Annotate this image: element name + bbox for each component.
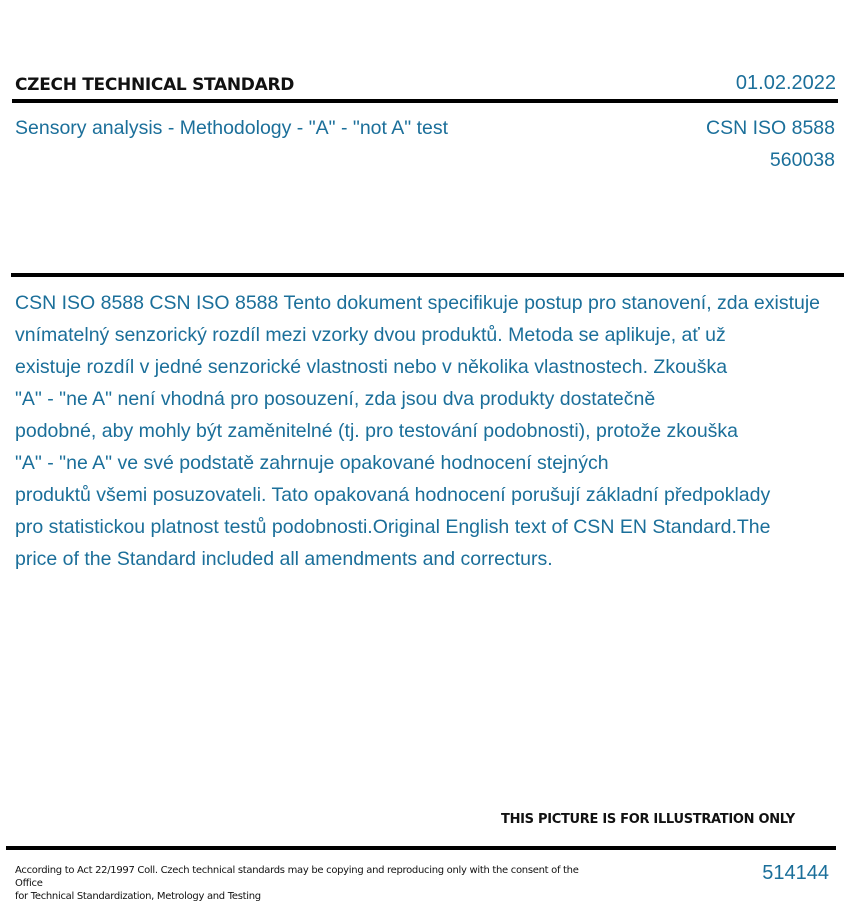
legal-notice: According to Act 22/1997 Coll. Czech technical standards may be copying and reproducing only with the consent of the Office for Technical Standardization, Metrology and Testing	[15, 865, 579, 902]
standard-header-title: CZECH TECHNICAL STANDARD	[15, 75, 295, 95]
illustration-note: THIS PICTURE IS FOR ILLUSTRATION ONLY	[501, 812, 795, 827]
document-title: Sensory analysis - Methodology - "A" - "not A" test	[15, 117, 449, 139]
standard-code: CSN ISO 8588	[706, 117, 835, 139]
header-divider	[12, 99, 838, 103]
body-divider	[11, 273, 844, 277]
classification-number: 560038	[769, 149, 835, 171]
publication-date: 01.02.2022	[735, 72, 836, 94]
footer-divider	[6, 846, 836, 850]
document-id: 514144	[762, 862, 829, 884]
document-description: CSN ISO 8588 CSN ISO 8588 Tento dokument specifikuje postup pro stanovení, zda existuje vnímatelný senzorický rozdíl mezi vzorky dvou produktů. Metoda se aplikuje, ať už existuje rozdíl v jedné senzorické vlastnosti nebo v několika vlastnostech. Zkouška "A" - "ne A" není vhodná pro posouzení, zda jsou dva produkty dostatečně podobné, aby mohly být zaměnitelné (tj. pro testování podobnosti), protože zkouška "A" - "ne A" ve své podstatě zahrnuje opakované hodnocení stejných produktů všemi posuzovateli. Tato opakovaná hodnocení porušují základní předpoklady pro statistickou platnost testů podobnosti.Original English text of CSN EN Standard.The price of the Standard included all amendments and correcturs.	[15, 292, 821, 570]
